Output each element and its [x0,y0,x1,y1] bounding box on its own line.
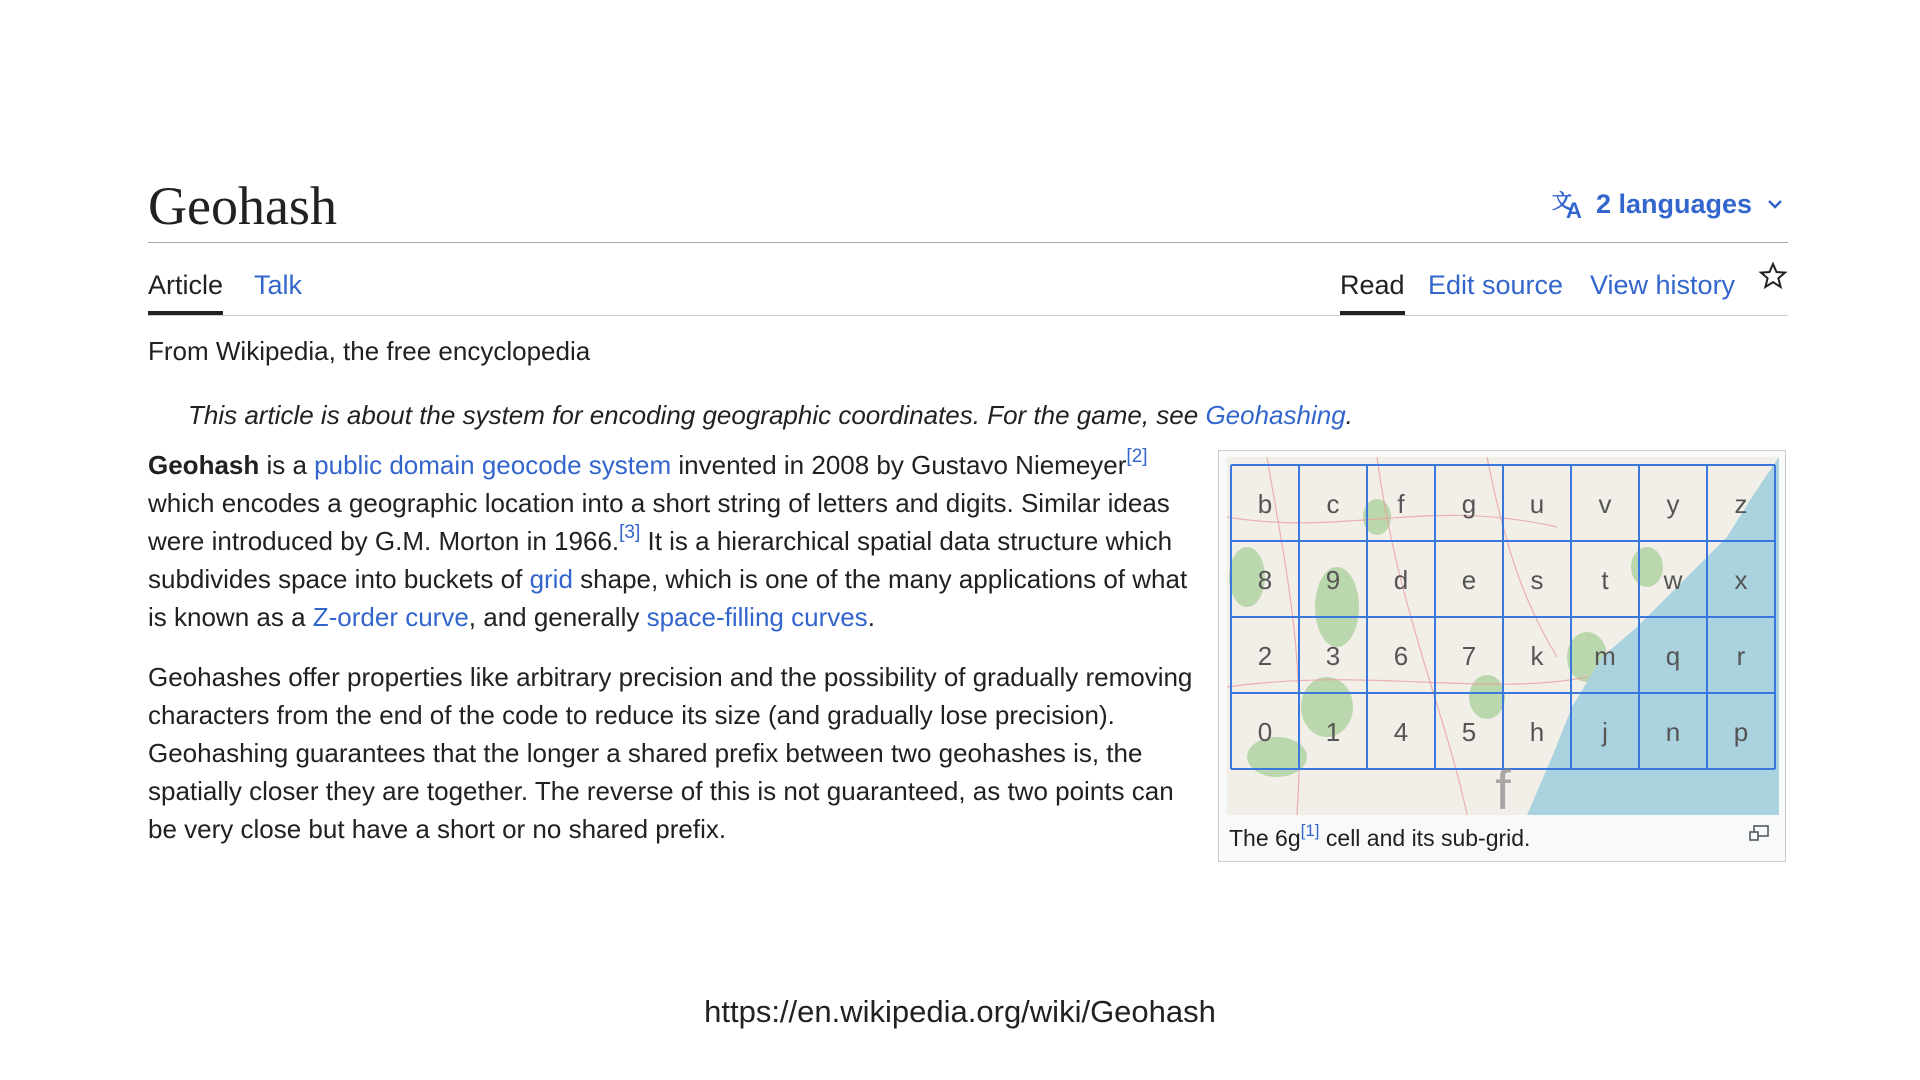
geohash-cell-label: s [1530,565,1544,595]
geohash-cell-label: y [1666,489,1680,519]
geohash-cell-label: 9 [1325,565,1341,595]
article-content [148,446,1788,851]
svg-text:A: A [1565,198,1582,220]
text-run: which encodes a geographic location into a short string of letters and digits. Similar ideas were introduced by G.M. Morton in 1966. [148,488,1170,556]
geohash-cell-label: f [1397,489,1405,519]
geohash-cell-label: c [1326,489,1340,519]
geohash-cell-label: q [1665,641,1681,671]
watch-star-icon[interactable] [1758,261,1788,296]
geohash-cell-label: 2 [1257,641,1273,671]
geohash-cell-label: g [1461,489,1477,519]
geohash-cell-label: 6 [1393,641,1409,671]
geohash-cell-label: x [1734,565,1748,595]
figure-thumbnail [1218,450,1786,862]
geohash-cell-label: e [1461,565,1477,595]
geohash-cell-label: j [1602,717,1608,747]
geohash-cell-label: z [1734,489,1748,519]
article-body [148,446,1198,848]
text-run: invented in 2008 by Gustavo Niemeyer [671,450,1127,480]
geohash-cell-label: b [1257,489,1273,519]
language-count-label: 2 languages [1595,188,1752,219]
caption-text: The 6g [1229,825,1301,851]
geohash-cell-label: 0 [1257,717,1273,747]
geohash-cell-label: 3 [1325,641,1341,671]
geohash-cell-label: 8 [1257,565,1273,595]
hatnote-end: . [1345,400,1353,430]
tab-talk[interactable]: Talk [254,270,303,300]
geohash-cell-label: n [1665,717,1681,747]
text-run: is a [259,450,315,480]
translate-icon [1552,188,1586,220]
second-paragraph: Geohashes offer properties like arbitrary precision and the possibility of gradually removing characters from the end of the code to reduce its size (and gradually lose precision). Geohashing guarantees that the longer a shared prefix between two geohashes is, the spatially closer they are together. The reverse of this is not guaranteed, as two points can be very close but have a short or no shared prefix. [148,662,1193,844]
intro-paragraph [148,446,1198,636]
map-forest-patch [1469,675,1505,719]
z-order-curve-link[interactable]: Z-order curve [312,602,469,632]
tab-read[interactable]: Read [1340,265,1405,315]
geohash-map-image[interactable] [1227,457,1779,815]
geohashing-link[interactable]: Geohashing [1205,400,1346,430]
page-title: Geohash [148,176,337,236]
page-tabs [148,243,1788,316]
text-run: , and generally [468,602,647,632]
geohash-cell-label: 1 [1325,717,1341,747]
geohash-cell-label: d [1393,565,1409,595]
enlarge-icon[interactable] [1749,825,1769,846]
tab-article[interactable]: Article [148,265,223,315]
text-run: . [867,602,875,632]
public-domain-geocode-link[interactable]: public domain geocode system [314,450,672,480]
geohash-map-svg [1227,457,1779,815]
reference-2[interactable]: [2] [1126,446,1148,467]
grid-link[interactable]: grid [529,564,573,594]
geohash-cell-label: 5 [1461,717,1477,747]
geohash-cell-label: t [1601,565,1609,595]
geohash-cell-label: p [1733,717,1749,747]
title-row [148,176,1788,243]
geohash-cell-label: 4 [1393,717,1409,747]
parent-cell-label: f [1495,758,1511,815]
geohash-cell-label: k [1530,641,1544,671]
geohash-cell-label: w [1663,565,1683,595]
geohash-cell-label: r [1736,641,1746,671]
tab-view-history[interactable]: View history [1590,270,1736,300]
svg-text:文: 文 [1551,189,1572,213]
caption-reference-1[interactable]: [1] [1300,821,1320,840]
site-tagline: From Wikipedia, the free encyclopedia [148,336,591,366]
chevron-down-icon [1762,194,1788,214]
article-page [148,176,1788,870]
hatnote [188,398,1788,432]
geohash-cell-label: v [1598,489,1612,519]
map-forest-patch [1631,547,1663,587]
language-selector-button[interactable] [1552,188,1788,220]
caption-text-end: cell and its sub-grid. [1319,825,1531,851]
geohash-cell-label: 7 [1461,641,1477,671]
space-filling-curves-link[interactable]: space-filling curves [646,602,868,632]
geohash-cell-label: u [1529,489,1545,519]
source-url: https://en.wikipedia.org/wiki/Geohash [704,994,1216,1029]
tab-edit-source[interactable]: Edit source [1428,270,1564,300]
figure-caption [1229,821,1530,855]
geohash-cell-label: m [1594,641,1616,671]
text-run: It is a hierarchical spatial data structure which subdivides space into buckets of [148,526,1173,594]
text-run: shape, which is one of the many applications of what is known as a [148,564,1188,632]
reference-3[interactable]: [3] [619,522,641,543]
article-subject-bold: Geohash [148,450,260,480]
hatnote-text: This article is about the system for encoding geographic coordinates. For the game, see [188,400,1206,430]
geohash-cell-label: h [1529,717,1545,747]
